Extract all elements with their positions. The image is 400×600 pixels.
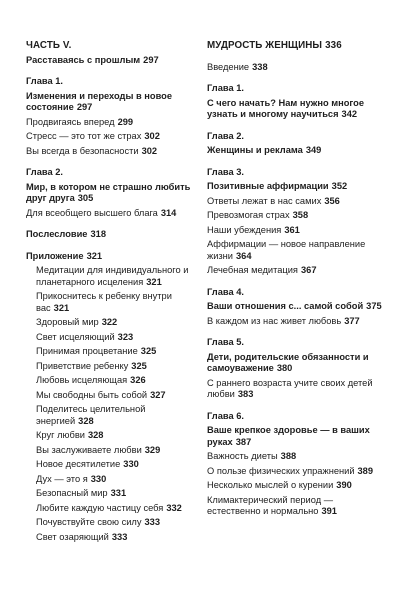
entry-text: Поделитесь целительной энергией — [36, 404, 146, 426]
toc-item — [36, 503, 194, 515]
toc-item — [26, 131, 194, 143]
page-number: 325 — [140, 346, 157, 356]
page-number: 327 — [150, 389, 166, 400]
page-number: 333 — [111, 531, 128, 542]
entry-text: Расставаясь с прошлым — [26, 54, 141, 65]
entry-text: Приложение — [26, 250, 84, 261]
entry-text: Превозмогая страх — [207, 210, 290, 220]
toc-item — [207, 316, 383, 328]
toc-item — [36, 404, 194, 427]
entry-text: Для всеобщего высшего блага — [26, 207, 158, 218]
chapter-title — [207, 352, 383, 375]
entry-text: Вы всегда в безопасности — [26, 145, 139, 156]
page-number: 389 — [357, 465, 374, 476]
chapter-title — [207, 181, 383, 193]
entry-text: Наши убеждения — [207, 224, 282, 235]
chapter-label: Глава 6. — [207, 410, 244, 421]
page-number: 325 — [131, 360, 147, 371]
page-number: 330 — [123, 459, 139, 469]
entry-text: Климактерический период — естественно и нормально — [207, 494, 333, 516]
appendix-block — [26, 251, 194, 544]
entry-text: Стресс — это тот же страх — [26, 131, 142, 141]
entry-text: Прикоснитесь к ребенку внутри вас — [36, 291, 172, 313]
page-number: 352 — [331, 181, 348, 191]
entry-text: С чего начать? Нам нужно многое узнать и многому научиться — [207, 97, 365, 119]
page-number: 380 — [276, 363, 293, 373]
page-number: 321 — [146, 276, 162, 287]
chapter-title — [207, 425, 383, 448]
entry-text: Любите каждую частицу себя — [36, 502, 164, 513]
page-number: 361 — [284, 224, 300, 235]
page-number: 358 — [292, 210, 309, 220]
chapter-block — [26, 167, 194, 219]
chapter-title — [207, 98, 383, 121]
entry-text: МУДРОСТЬ ЖЕНЩИНЫ — [207, 40, 323, 51]
entry-text: Почувствуйте свою силу — [36, 517, 142, 527]
chapter-block — [207, 167, 383, 277]
chapter-label: Глава 3. — [207, 166, 244, 177]
toc-item — [207, 495, 383, 518]
entry-text: Любовь исцеляющая — [36, 375, 128, 385]
intro-entry — [207, 62, 383, 74]
entry-text: Медитации для индивидуального и планетарного исцеления — [36, 265, 189, 287]
page-number: 321 — [86, 250, 103, 261]
toc-item — [207, 451, 383, 463]
entry-text: Круг любви — [36, 430, 85, 440]
chapter-block — [207, 411, 383, 518]
entry-text: Свет озаряющий — [36, 531, 109, 542]
entry-text: Принимая процветание — [36, 346, 138, 356]
toc-item — [207, 265, 383, 277]
page-number: 299 — [117, 116, 134, 127]
chapter-title — [26, 91, 194, 114]
entry-text: Свет исцеляющий — [36, 331, 115, 342]
entry-text: Важность диеты — [207, 451, 278, 461]
page-number: 377 — [344, 315, 360, 326]
page-number: 338 — [252, 61, 268, 72]
toc-item — [207, 378, 383, 401]
page-number: 336 — [325, 40, 342, 51]
page-number: 321 — [53, 302, 70, 313]
page-number: 349 — [305, 145, 322, 155]
chapter-label: Глава 2. — [207, 130, 244, 141]
toc-item — [36, 517, 194, 529]
toc-item — [36, 445, 194, 457]
entry-text: Дух — это я — [36, 473, 88, 484]
entry-text: Безопасный мир — [36, 488, 108, 498]
toc-item — [36, 291, 194, 314]
page-number: 387 — [235, 436, 252, 447]
toc-item — [207, 210, 383, 222]
chapter-block — [207, 83, 383, 121]
page-number: 333 — [144, 517, 161, 527]
entry-text: Аффирмации — новое направление жизни — [207, 239, 366, 261]
entry-text: Ваши отношения с... самой собой — [207, 301, 364, 311]
appendix-entry — [26, 251, 194, 263]
chapter-label: Глава 1. — [26, 76, 63, 86]
part-title: ЧАСТЬ V. — [26, 40, 72, 51]
page-number: 332 — [166, 502, 182, 513]
chapter-block — [207, 337, 383, 401]
entry-text: В каждом из нас живет любовь — [207, 315, 342, 326]
entry-text: Мы свободны быть собой — [36, 389, 148, 400]
entry-text: Дети, родительские обязанности и самоуважение — [207, 351, 369, 373]
toc-item — [207, 239, 383, 262]
entry-text: Несколько мыслей о курении — [207, 480, 334, 490]
chapter-title — [26, 182, 194, 205]
page-number: 302 — [144, 131, 160, 141]
entry-text: Позитивные аффирмации — [207, 181, 329, 191]
afterword-block — [26, 229, 194, 241]
toc-item — [36, 430, 194, 442]
page-number: 297 — [143, 54, 159, 65]
chapter-label: Глава 2. — [26, 167, 63, 177]
toc-item — [26, 208, 194, 220]
page-number: 302 — [141, 145, 158, 156]
page-number: 329 — [144, 444, 161, 455]
entry-text: С раннего возраста учите своих детей любви — [207, 377, 373, 399]
toc-item — [207, 466, 383, 478]
chapter-label: Глава 5. — [207, 337, 244, 347]
chapter-label: Глава 4. — [207, 286, 244, 297]
toc-item — [26, 117, 194, 129]
page-number: 322 — [101, 317, 118, 327]
book-title — [207, 40, 383, 52]
entry-text: Ваше крепкое здоровье — в ваших руках — [207, 425, 370, 447]
chapter-block — [207, 131, 383, 157]
toc-item — [36, 332, 194, 344]
page-number: 328 — [78, 415, 94, 426]
page-number: 375 — [366, 301, 382, 311]
toc-item — [36, 459, 194, 471]
chapter-block — [207, 287, 383, 328]
page-number: 305 — [77, 193, 94, 203]
toc-item — [207, 196, 383, 208]
entry-text: Женщины и реклама — [207, 145, 303, 155]
toc-item — [36, 346, 194, 358]
page-number: 388 — [280, 451, 297, 461]
toc-item — [36, 390, 194, 402]
entry-text: Лечебная медитация — [207, 265, 298, 275]
entry-text: Послесловие — [26, 229, 88, 239]
entry-text: Вы заслуживаете любви — [36, 444, 142, 455]
intro-block — [207, 62, 383, 74]
entry-text: О пользе физических упражнений — [207, 465, 355, 476]
chapter-label: Глава 1. — [207, 83, 244, 93]
page-number: 318 — [90, 229, 106, 239]
toc-item — [26, 146, 194, 158]
entry-text: Продвигаясь вперед — [26, 116, 115, 127]
entry-text: Здоровый мир — [36, 317, 99, 327]
page-number: 342 — [341, 109, 358, 119]
toc-item — [36, 488, 194, 500]
afterword-entry — [26, 229, 194, 241]
entry-text: Мир, в котором не страшно любить друг друга — [26, 181, 191, 203]
page-number: 356 — [324, 195, 340, 206]
chapter-title — [207, 301, 383, 313]
toc-item — [36, 317, 194, 329]
part-entry — [26, 55, 194, 67]
page-number: 331 — [110, 488, 127, 498]
page-number: 391 — [321, 506, 337, 516]
page-number: 326 — [130, 375, 146, 385]
toc-item — [207, 480, 383, 492]
entry-text: Введение — [207, 61, 250, 72]
page-number: 367 — [300, 265, 317, 275]
toc-item — [36, 265, 194, 288]
page-number: 330 — [90, 473, 107, 484]
left-column — [26, 40, 194, 546]
page-number: 314 — [160, 207, 177, 218]
page-number: 364 — [236, 250, 252, 261]
entry-text: Изменения и переходы в новое состояние — [26, 90, 173, 112]
chapter-title — [207, 145, 383, 157]
page-number: 390 — [336, 480, 352, 490]
toc-item — [36, 474, 194, 486]
right-column — [207, 40, 383, 521]
entry-text: Новое десятилетие — [36, 459, 121, 469]
entry-text: Ответы лежат в нас самих — [207, 195, 322, 206]
toc-item — [36, 375, 194, 387]
entry-text: Приветствие ребенку — [36, 360, 129, 371]
page-number: 383 — [237, 389, 254, 399]
toc-item — [207, 225, 383, 237]
toc-item — [36, 532, 194, 544]
chapter-block — [26, 76, 194, 157]
page-number: 323 — [117, 331, 134, 342]
page-number: 297 — [76, 102, 93, 112]
page-number: 328 — [87, 430, 104, 440]
toc-item — [36, 361, 194, 373]
